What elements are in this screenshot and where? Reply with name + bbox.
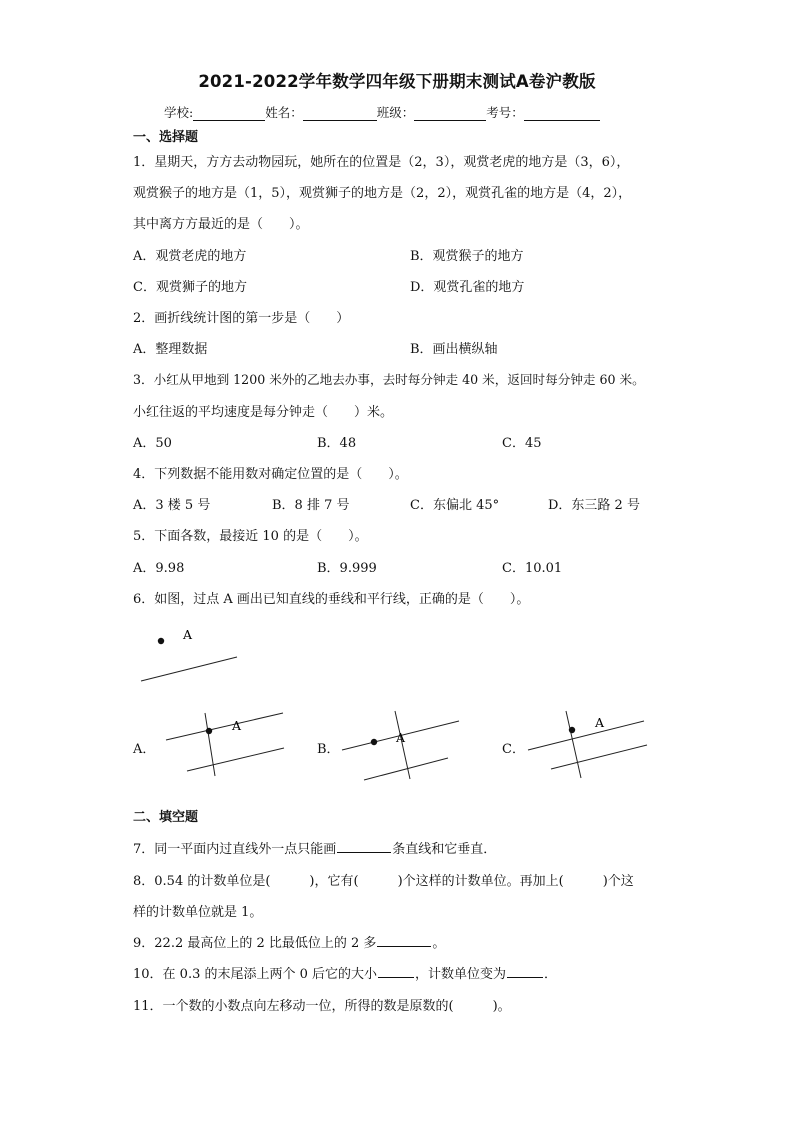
q1-option-c[interactable]: C．观赏狮子的地方 <box>133 280 247 295</box>
q1-option-d[interactable]: D．观赏孔雀的地方 <box>410 280 525 295</box>
q4-line1: 4．下列数据不能用数对确定位置的是（ ）。 <box>133 467 408 482</box>
name-label: 姓名： <box>265 105 303 120</box>
q11-line1: 11．一个数的小数点向左移动一位，所得的数是原数的( )。 <box>133 999 511 1014</box>
section-choice-heading: 一、选择题 <box>133 130 199 145</box>
q7-text-pre: 7．同一平面内过直线外一点只能画 <box>133 842 337 857</box>
q7-line <box>133 838 496 857</box>
fig-b-perpendicular-line <box>395 711 410 779</box>
stem-given-line <box>141 657 237 681</box>
page-title: 2021-2022学年数学四年级下册期末测试A卷沪教版 <box>198 72 596 91</box>
class-label: 班级： <box>376 105 415 120</box>
q10-line <box>133 963 557 982</box>
fig-c-point-label: A <box>595 715 605 730</box>
fig-b-point-label: A <box>396 730 406 745</box>
q7-answer-blank[interactable] <box>337 839 391 853</box>
fig-c-given-line <box>528 721 644 750</box>
stem-point-label: A <box>183 627 193 642</box>
stem-point-a <box>158 638 164 644</box>
q3-option-b[interactable]: B．48 <box>317 436 357 451</box>
q4-option-b[interactable]: B．8 排 7 号 <box>272 498 350 513</box>
q5-option-a[interactable]: A．9.98 <box>133 561 185 576</box>
q5-line1: 5．下面各数，最接近 10 的是（ ）。 <box>133 529 368 544</box>
fig-b-point <box>371 739 377 745</box>
q10-answer-blank-1[interactable] <box>378 964 414 978</box>
q3-line2: 小红往返的平均速度是每分钟走（ ）米。 <box>133 405 394 420</box>
number-label: 考号： <box>486 105 524 120</box>
q6-option-c[interactable]: C． <box>502 742 525 757</box>
q5-option-b[interactable]: B．9.999 <box>317 561 377 576</box>
q6-line1: 6．如图，过点 A 画出已知直线的垂线和平行线，正确的是（ ）。 <box>133 592 530 607</box>
fig-a-point-label: A <box>232 718 242 733</box>
q2-line1: 2．画折线统计图的第一步是（ ） <box>133 311 350 326</box>
fig-a-point <box>206 728 212 734</box>
fig-c-perpendicular-line <box>566 711 581 778</box>
q6-figure-a[interactable] <box>166 713 284 776</box>
q10-answer-blank-2[interactable] <box>507 964 543 978</box>
q3-option-c[interactable]: C．45 <box>502 436 542 451</box>
q9-answer-blank[interactable] <box>377 933 431 947</box>
q4-option-a[interactable]: A．3 楼 5 号 <box>133 498 211 513</box>
q1-line3: 其中离方方最近的是（ ）。 <box>133 217 309 232</box>
q9-text-post: 。 <box>432 936 446 951</box>
q1-option-a[interactable]: A．观赏老虎的地方 <box>133 249 247 264</box>
fig-a-given-line <box>187 748 284 771</box>
q8-line2: 样的计数单位就是 1。 <box>133 905 263 920</box>
q6-figure-b[interactable] <box>342 711 459 780</box>
q1-option-b[interactable]: B．观赏猴子的地方 <box>410 249 524 264</box>
q3-option-a[interactable]: A．50 <box>133 436 172 451</box>
q7-text-post: 条直线和它垂直． <box>392 842 497 857</box>
q10-text-pre: 10．在 0.3 的末尾添上两个 0 后它的大小 <box>133 967 378 982</box>
q10-text-mid: ，计数单位变为 <box>415 967 507 982</box>
q6-figure-c[interactable] <box>528 711 647 778</box>
q8-line1: 8．0.54 的计数单位是( )，它有( )个这样的计数单位。再加上( )个这 <box>133 874 634 889</box>
q10-text-post: ． <box>544 967 558 982</box>
q6-option-a[interactable]: A． <box>133 742 156 757</box>
q5-option-c[interactable]: C．10.01 <box>502 561 563 576</box>
fig-a-parallel-line <box>166 713 283 740</box>
q4-option-c[interactable]: C．东偏北 45° <box>410 498 500 513</box>
q6-option-b[interactable]: B． <box>317 742 340 757</box>
q1-line2: 观赏猴子的地方是（1，5），观赏狮子的地方是（2，2），观赏孔雀的地方是（4，2）， <box>133 186 632 201</box>
q3-line1: 3．小红从甲地到 1200 米外的乙地去办事，去时每分钟走 40 米，返回时每分钟走 60 米。 <box>133 372 645 387</box>
fig-c-parallel-line <box>551 745 647 769</box>
section-fill-heading: 二、填空题 <box>133 810 199 825</box>
q4-option-d[interactable]: D．东三路 2 号 <box>548 498 640 513</box>
q6-stem-figure <box>141 627 237 681</box>
q9-line <box>133 932 445 951</box>
fig-c-point <box>569 727 575 733</box>
q1-line1: 1．星期天，方方去动物园玩，她所在的位置是（2，3），观赏老虎的地方是（3，6）， <box>133 155 630 170</box>
q2-option-b[interactable]: B．画出横纵轴 <box>410 342 498 357</box>
q2-option-a[interactable]: A．整理数据 <box>133 342 208 357</box>
school-label: 学校: <box>164 105 194 120</box>
q9-text-pre: 9．22.2 最高位上的 2 比最低位上的 2 多 <box>133 936 377 951</box>
